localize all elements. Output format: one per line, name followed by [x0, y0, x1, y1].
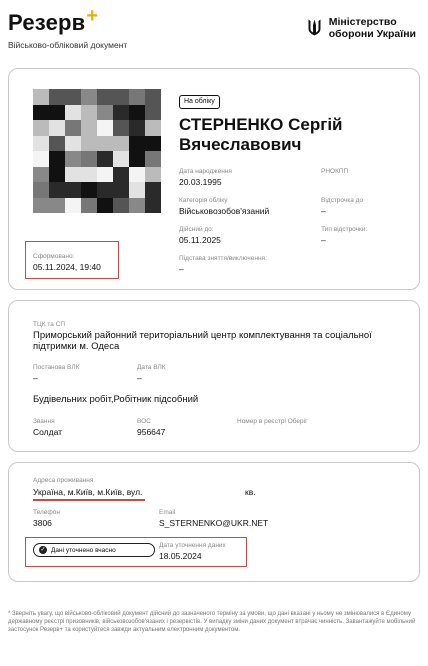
deferral-type-label: Тип відстрочки: — [321, 226, 368, 233]
tck-label: ТЦК та СП — [33, 321, 66, 328]
email-value: S_STERNENKO@UKR.NET — [159, 518, 269, 528]
tck-value-line2: підтримки м. Одеса — [33, 341, 120, 352]
qr-cell — [97, 89, 113, 105]
contacts-card — [8, 462, 420, 582]
qr-cell — [145, 105, 161, 121]
qr-cell — [33, 198, 49, 214]
qr-cell — [129, 151, 145, 167]
qr-cell — [145, 151, 161, 167]
qr-cell — [145, 136, 161, 152]
qr-cell — [65, 136, 81, 152]
qr-cell — [129, 167, 145, 183]
qr-cell — [97, 198, 113, 214]
deferral-label: Відстрочка до — [321, 197, 364, 204]
qr-cell — [65, 198, 81, 214]
update-date-label: Дата уточнення даних — [159, 542, 226, 549]
qr-cell — [97, 136, 113, 152]
qr-cell — [49, 167, 65, 183]
footnote: * Зверніть увагу, що військово-обліковий документ дійсний до зазначеного терміну за умови, що дані вказані у ньому не змінювалися в Єдиному державному реєстрі призовників, військовозобов'язаних і резервістів. У випадку зміни даних документ втрачає чинність. Завантажуйте мобільний застосунок Резерв+ та користуйтеся завжди актуальним електронним документом. — [8, 611, 416, 633]
qr-cell — [33, 136, 49, 152]
person-name — [179, 115, 343, 155]
document-subtitle: Військово-обліковий документ — [8, 40, 128, 50]
qr-cell — [113, 105, 129, 121]
category-label: Категорія обліку — [179, 197, 228, 204]
vlk-date-value: – — [137, 373, 142, 383]
qr-cell — [81, 136, 97, 152]
deferral-type-value: – — [321, 235, 326, 245]
vos-value: 956647 — [137, 427, 166, 437]
qr-cell — [49, 105, 65, 121]
vlk-date-label: Дата ВЛК — [137, 364, 166, 371]
qr-cell — [65, 167, 81, 183]
birth-date-value: 20.03.1995 — [179, 177, 222, 187]
qr-cell — [81, 182, 97, 198]
brand-name: Резерв — [8, 10, 86, 35]
qr-cell — [65, 182, 81, 198]
vlk-value: – — [33, 373, 38, 383]
qr-cell — [113, 120, 129, 136]
qr-cell — [33, 105, 49, 121]
address-value-start: Україна, м.Київ, м.Київ, вул. — [33, 487, 143, 497]
qr-cell — [81, 89, 97, 105]
qr-cell — [145, 120, 161, 136]
email-label: Email — [159, 509, 176, 516]
qr-cell — [97, 120, 113, 136]
tck-value — [33, 330, 372, 352]
service-card — [8, 300, 420, 452]
tck-value-line1: Приморський районний територіальний центр комплектування та соціальної — [33, 330, 372, 341]
brand-logo — [8, 5, 99, 36]
valid-until-label: Дійсний до: — [179, 226, 214, 233]
qr-cell — [49, 151, 65, 167]
qr-cell — [33, 120, 49, 136]
qr-cell — [33, 151, 49, 167]
qr-cell — [81, 105, 97, 121]
qr-cell — [145, 89, 161, 105]
qr-cell — [65, 105, 81, 121]
update-date-value: 18.05.2024 — [159, 551, 202, 561]
qr-cell — [49, 89, 65, 105]
qr-cell — [97, 105, 113, 121]
qr-cell — [81, 151, 97, 167]
qr-cell — [129, 182, 145, 198]
person-surname-firstname: СТЕРНЕНКО Сергій — [179, 115, 343, 134]
address-value-end: кв. — [245, 487, 256, 497]
category-value: Військовозобов'язаний — [179, 206, 270, 216]
address-underline — [33, 499, 145, 501]
qr-cell — [65, 120, 81, 136]
specialty-value: Будівельних робіт,Робітник підсобний — [33, 394, 199, 405]
rank-value: Солдат — [33, 427, 63, 437]
brand-plus: + — [86, 5, 99, 27]
qr-cell — [113, 89, 129, 105]
qr-cell — [113, 182, 129, 198]
qr-cell — [129, 136, 145, 152]
qr-cell — [129, 89, 145, 105]
phone-label: Телефон — [33, 509, 60, 516]
qr-code[interactable] — [33, 89, 161, 213]
qr-cell — [49, 136, 65, 152]
vos-label: ВОС — [137, 418, 151, 425]
qr-cell — [113, 136, 129, 152]
rank-label: Звання — [33, 418, 55, 425]
qr-cell — [33, 182, 49, 198]
qr-cell — [113, 198, 129, 214]
qr-cell — [129, 120, 145, 136]
qr-cell — [97, 167, 113, 183]
status-badge: На обліку — [179, 95, 220, 109]
qr-cell — [81, 167, 97, 183]
data-verified-chip — [33, 543, 155, 557]
qr-cell — [97, 182, 113, 198]
qr-cell — [113, 151, 129, 167]
qr-cell — [81, 198, 97, 214]
data-verified-label: Дані уточнено вчасно — [51, 546, 116, 554]
ministry-logo — [308, 16, 416, 40]
person-patronymic: Вячеславович — [179, 135, 302, 154]
ministry-line2: оборони України — [328, 28, 416, 40]
removal-reason-value: – — [179, 264, 184, 274]
rnokpp-label: РНОКПП — [321, 168, 349, 175]
qr-cell — [113, 167, 129, 183]
qr-cell — [65, 151, 81, 167]
qr-cell — [49, 120, 65, 136]
formed-label: Сформовано: — [33, 253, 75, 260]
check-icon: ✓ — [40, 547, 46, 553]
qr-cell — [145, 167, 161, 183]
deferral-value: – — [321, 206, 326, 216]
qr-cell — [49, 182, 65, 198]
address-label: Адреса проживання — [33, 477, 94, 484]
qr-cell — [129, 105, 145, 121]
header — [8, 5, 420, 56]
qr-cell — [65, 89, 81, 105]
qr-cell — [81, 120, 97, 136]
formed-value: 05.11.2024, 19:40 — [33, 262, 101, 272]
trident-icon — [308, 19, 321, 36]
identity-card — [8, 68, 420, 290]
qr-cell — [33, 167, 49, 183]
qr-cell — [97, 151, 113, 167]
registry-number-label: Номер в реєстрі Оберіг — [237, 418, 308, 425]
phone-value: 3806 — [33, 518, 52, 528]
qr-cell — [49, 198, 65, 214]
removal-reason-label: Підстава зняття/виключення: — [179, 255, 267, 262]
qr-cell — [145, 182, 161, 198]
qr-cell — [129, 198, 145, 214]
vlk-label: Постанова ВЛК — [33, 364, 80, 371]
valid-until-value: 05.11.2025 — [179, 235, 221, 245]
qr-cell — [33, 89, 49, 105]
qr-cell — [145, 198, 161, 214]
birth-date-label: Дата народження — [179, 168, 232, 175]
ministry-line1: Міністерство — [328, 16, 397, 28]
